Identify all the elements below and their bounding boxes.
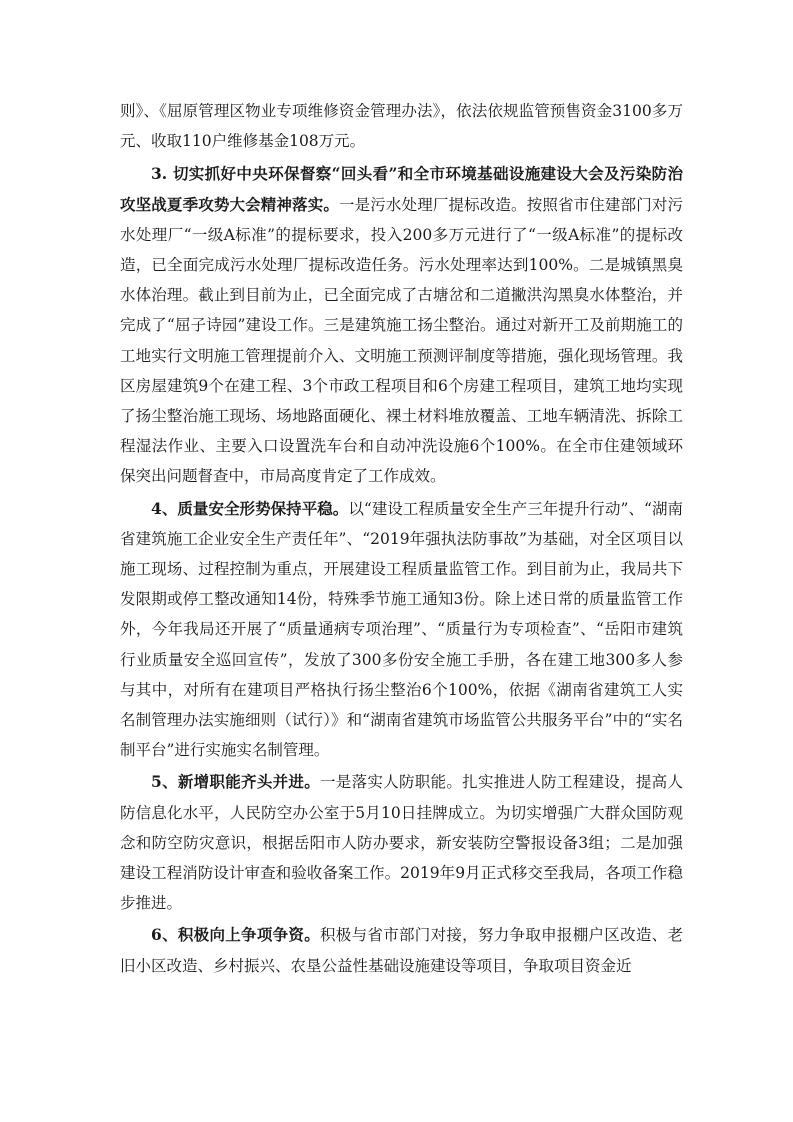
paragraph-funding [120, 920, 683, 980]
paragraph-text: 一是落实人防职能。扎实推进人防工程建设，提高人防信息化水平，人民防空办公室于5月10日挂牌成立。为切实增强广大群众国防观念和防空防灾意识，根据岳阳市人防办要求，新安装防空警报设备3组；二是加强建设工程消防设计审查和验收备案工作。2019年9月正式移交至我局，各项工作稳步推进。 [120, 773, 683, 913]
paragraph-quality-safety [120, 494, 683, 766]
paragraph-heading: 6、积极向上争项争资。 [151, 925, 321, 945]
paragraph-heading: 5、新增职能齐头并进。 [151, 772, 321, 792]
paragraph-environment [120, 159, 683, 491]
paragraph-new-functions [120, 767, 683, 918]
paragraph-text: 以“建设工程质量安全生产三年提升行动”、“湖南省建筑施工企业安全生产责任年”、“2019年强执法防事故”为基础，对全区项目以施工现场、过程控制为重点，开展建设工程质量监管工作。到目前为止，我局共下发限期或停工整改通知14份，特殊季节施工通知3份。除上述日常的质量监管工作外，今年我局还开展了“质量通病专项治理”、“质量行为专项检查”、“岳阳市建筑行业质量安全巡回宣传”，发放了300多份安全施工手册，各在建工地300多人参与其中，对所有在建项目严格执行扬尘整治6个100%，依据《湖南省建筑工人实名制管理办法实施细则（试行）》和“湖南省建筑市场监管公共服务平台”中的“实名制平台”进行实施实名制管理。 [120, 499, 683, 760]
paragraph-text: 积极与省市部门对接，努力争取申报棚户区改造、老旧小区改造、乡村振兴、农垦公益性基础设施建设等项目，争取项目资金近 [120, 926, 683, 975]
paragraph-text: 一是污水处理厂提标改造。按照省市住建部门对污水处理厂“一级A标准”的提标要求，投入200多万元进行了“一级A标准”的提标改造，已全面完成污水处理厂提标改造任务。污水处理率达到100%。二是城镇黑臭水体治理。截止到目前为止，已全面完成了古塘岔和二道撇洪沟黑臭水体整治，并完成了“屈子诗园”建设工作。三是建筑施工扬尘整治。通过对新开工及前期施工的工地实行文明施工管理提前介入、文明施工预测评制度等措施，强化现场管理。我区房屋建筑9个在建工程、3个市政工程项目和6个房建工程项目，建筑工地均实现了扬尘整治施工现场、场地路面硬化、裸土材料堆放覆盖、工地车辆清洗、拆除工程湿法作业、主要入口设置洗车台和自动冲洗设施6个100%。在全市住建领域环保突出问题督查中，市局高度肯定了工作成效。 [120, 195, 683, 486]
paragraph-heading: 3. 切实抓好中央环保督察“回头看”和全市环境基础设施建设大会及污染防治攻坚战夏季攻势大会精神落实。 [120, 164, 683, 214]
paragraph-continued [120, 96, 683, 156]
document-body [120, 96, 683, 981]
paragraph-heading: 4、质量安全形势保持平稳。 [151, 498, 349, 518]
paragraph-text: 则》、《屈原管理区物业专项维修资金管理办法》，依法依规监管预售资金3100多万元、收取110户维修基金108万元。 [120, 102, 683, 151]
